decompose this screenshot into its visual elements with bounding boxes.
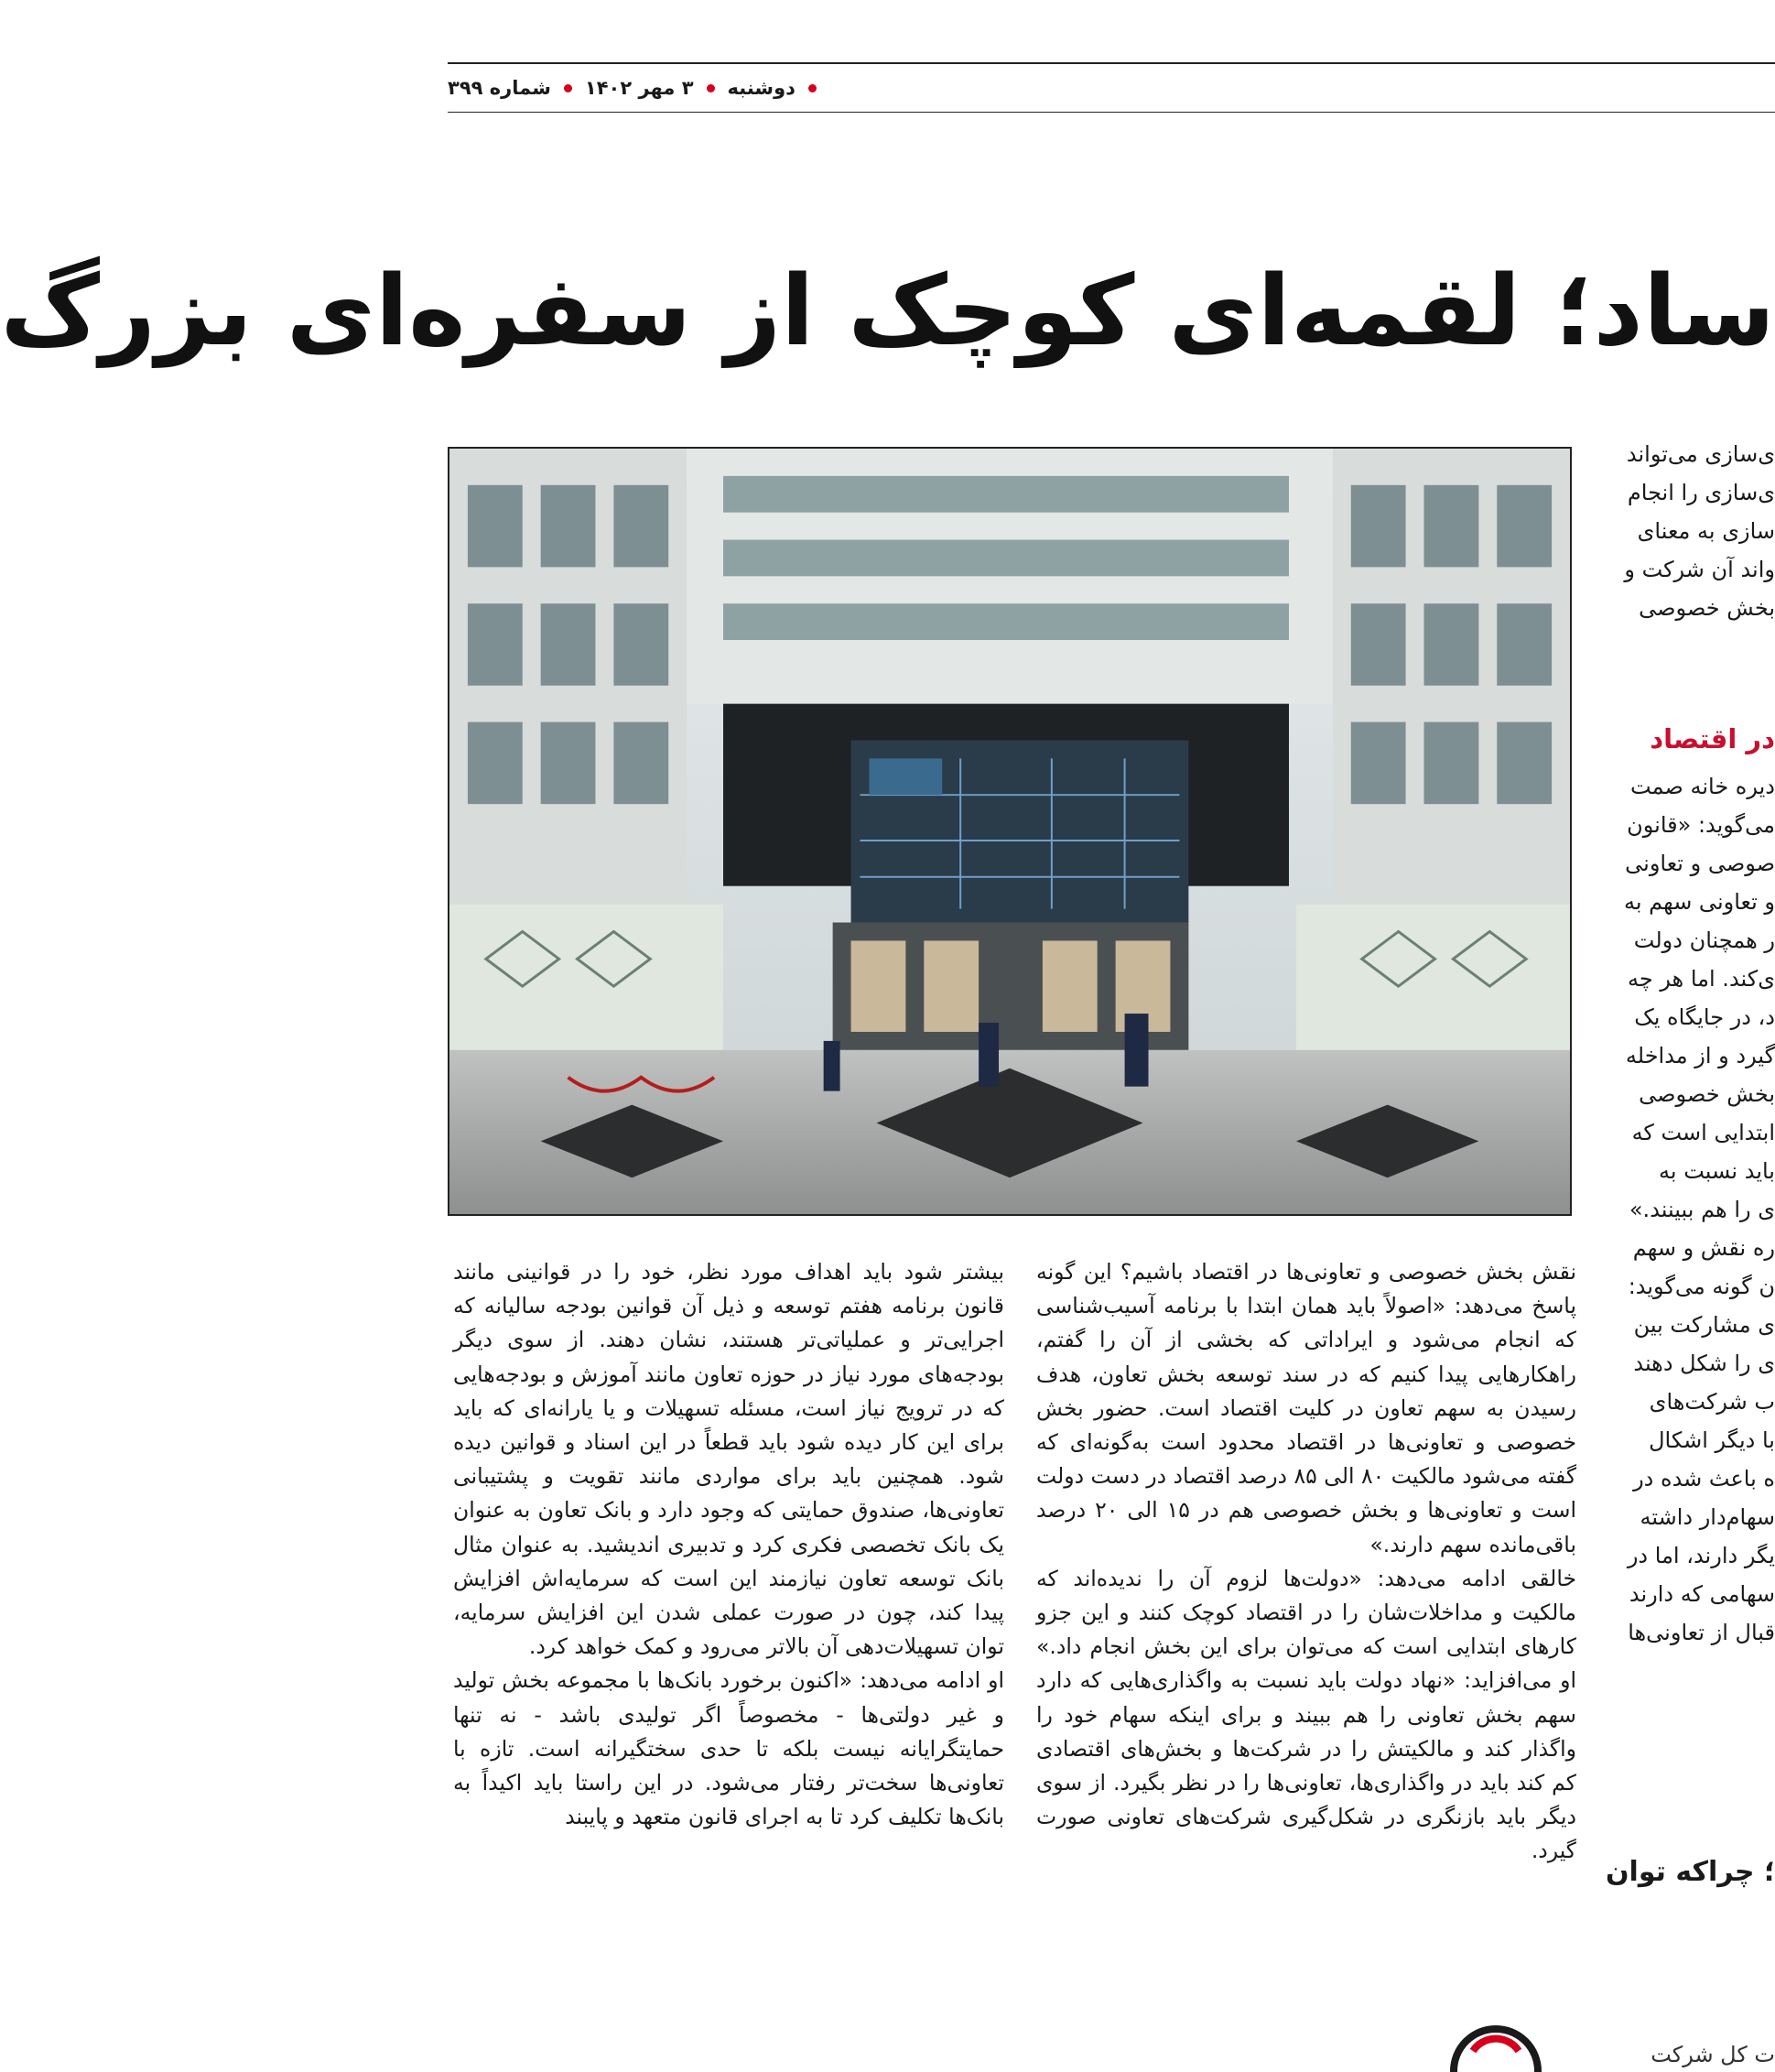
right-line: دیره خانه صمت xyxy=(1630,774,1775,799)
right-line: سهام‌دار داشته xyxy=(1640,1504,1775,1530)
middle-column xyxy=(1036,1255,1576,1988)
right-column-top xyxy=(1612,435,1775,627)
right-line: باید نسبت به xyxy=(1659,1158,1775,1184)
bullet-dot-icon xyxy=(707,84,715,92)
right-line: ب شرکت‌های xyxy=(1649,1389,1775,1415)
footer-fragment: ت کل شرکت xyxy=(1651,2042,1775,2067)
right-line: قبال از تعاونی‌ها xyxy=(1628,1620,1775,1645)
right-line: و تعاونی سهم به xyxy=(1623,889,1775,915)
right-line: ه باعث شده در xyxy=(1633,1466,1775,1492)
paragraph: نقش بخش خصوصی و تعاونی‌ها در اقتصاد باشیم؟ این گونه پاسخ می‌دهد: «اصولاً باید همان ابتدا با برنامه آسیب‌شناسی که انجام می‌شود و ایراداتی که بخشی از آن را گفتم، راهکارهایی پیدا کنیم که در سند توسعه بخش تعاون، هدف رسیدن به سهم تعاون در کلیت اقتصاد است. حضور بخش خصوصی و تعاونی‌ها در اقتصاد محدود است به‌گونه‌ای که گفته می‌شود مالکیت ۸۰ الی ۸۵ درصد اقتصاد در دست دولت است و تعاونی‌ها و بخش خصوصی هم در ۱۵ الی ۲۰ درصد باقی‌مانده سهم دارند.» xyxy=(1036,1259,1577,1557)
header-info xyxy=(448,71,817,104)
header-issue: شماره ۳۹۹ xyxy=(448,77,551,99)
right-line: ی‌سازی را انجام xyxy=(1627,480,1775,505)
right-line: بخش خصوصی xyxy=(1639,1081,1775,1107)
right-line: واند آن شرکت و xyxy=(1624,557,1775,582)
bullet-dot-icon xyxy=(808,84,817,92)
headline: ساد؛ لقمه‌ای کوچک از سفره‌ای بزرگ xyxy=(0,255,1775,367)
right-line: ره نقش و سهم xyxy=(1632,1235,1775,1261)
right-line: ر همچنان دولت xyxy=(1633,928,1775,953)
right-line: صوصی و تعاونی xyxy=(1625,851,1775,876)
right-line: بخش خصوصی xyxy=(1639,595,1775,621)
right-line: ن گونه می‌گوید: xyxy=(1628,1274,1775,1299)
article-photo xyxy=(448,447,1572,1216)
header-top-rule xyxy=(448,62,1775,64)
right-line: سهامی که دارند xyxy=(1629,1581,1775,1607)
right-line: ی مشارکت بین xyxy=(1633,1312,1775,1338)
left-column xyxy=(453,1255,1004,1988)
paragraph: بیشتر شود باید اهداف مورد نظر، خود را در قوانینی مانند قانون برنامه هفتم توسعه و ذیل آن قوانین بودجه سالیانه که اجرایی‌تر و عملیاتی‌تر هستند، نشان دهند. از سوی دیگر بودجه‌های مورد نیاز در حوزه تعاون مانند آموزش و بودجه‌هایی که در ترویج نیاز است، مسئله تسهیلات و یا یارانه‌ای که باید برای این کار دیده شود باید قطعاً در این اسناد و قوانین دیده شود. همچنین باید برای مواردی مانند تقویت و پشتیبانی تعاونی‌ها، صندوق حمایتی که وجود دارد و بانک تعاون به عنوان یک بانک تخصصی فکری کرد و تدبیری اندیشید. به عنوان مثال بانک توسعه تعاون نیازمند این است که سرمایه‌اش افزایش پیدا کند، چون در صورت عملی شدن این افزایش سرمایه، توان تسهیلات‌دهی آن بالاتر می‌رود و کمک خواهد کرد. xyxy=(453,1259,1004,1660)
right-line: می‌گوید: «قانون xyxy=(1627,812,1775,838)
paragraph: خالقی ادامه می‌دهد: «دولت‌ها لزوم آن را ندیده‌اند که مالکیت و مداخلات‌شان را در اقتصاد کوچک کنند و این جزو کارهای ابتدایی است که می‌توان برای این بخش انجام داد.» او می‌افزاید: «نهاد دولت باید نسبت به واگذاری‌هایی که دارد سهم بخش تعاونی را هم ببیند و برای اینکه سهام خود را واگذار کند و مالکیتش را در شرکت‌ها و بخش‌های اقتصادی کم کند باید در واگذاری‌ها، تعاونی‌ها را در نظر بگیرد. از سوی دیگر باید بازنگری در شکل‌گیری شرکت‌های تعاونی صورت گیرد. xyxy=(1036,1565,1576,1864)
right-line: سازی به معنای xyxy=(1637,518,1775,544)
right-line: ی‌سازی می‌تواند xyxy=(1626,441,1775,467)
right-subhead: در اقتصاد xyxy=(1650,723,1775,754)
publication-logo-icon xyxy=(1436,2014,1555,2068)
bullet-dot-icon xyxy=(564,84,572,92)
right-line: ی‌کند. اما هر چه xyxy=(1627,966,1775,992)
header-bottom-rule xyxy=(448,112,1775,113)
right-subhead-2: ؛ چراکه توان xyxy=(1605,1856,1775,1888)
paragraph: او ادامه می‌دهد: «اکنون برخورد بانک‌ها با مجموعه بخش تولید و غیر دولتی‌ها - مخصوصاً اگر تولیدی باشد - نه تنها حمایتگرایانه نیست بلکه تا حدی سختگیرانه است. تازه با تعاونی‌ها سخت‌تر رفتار می‌شود. در این راستا باید اکیداً به بانک‌ها تکلیف کرد تا به اجرای قانون متعهد و پایبند xyxy=(453,1667,1004,1830)
right-line: ی را شکل دهند xyxy=(1633,1351,1775,1376)
right-column-body xyxy=(1612,767,1775,1652)
right-line: گیرد و از مداخله xyxy=(1625,1043,1775,1069)
right-line: یگر دارند، اما در xyxy=(1627,1543,1775,1568)
header-day: دوشنبه xyxy=(727,77,796,99)
header-date: ۳ مهر ۱۴۰۲ xyxy=(584,77,694,99)
right-line: ی را هم ببینند.» xyxy=(1629,1197,1775,1222)
right-line: ابتدایی است که xyxy=(1631,1120,1775,1145)
right-line: با دیگر اشکال xyxy=(1649,1427,1775,1453)
right-line: د، در جایگاه یک xyxy=(1634,1004,1775,1030)
stock-exchange-hall-photo-icon xyxy=(449,449,1570,1214)
